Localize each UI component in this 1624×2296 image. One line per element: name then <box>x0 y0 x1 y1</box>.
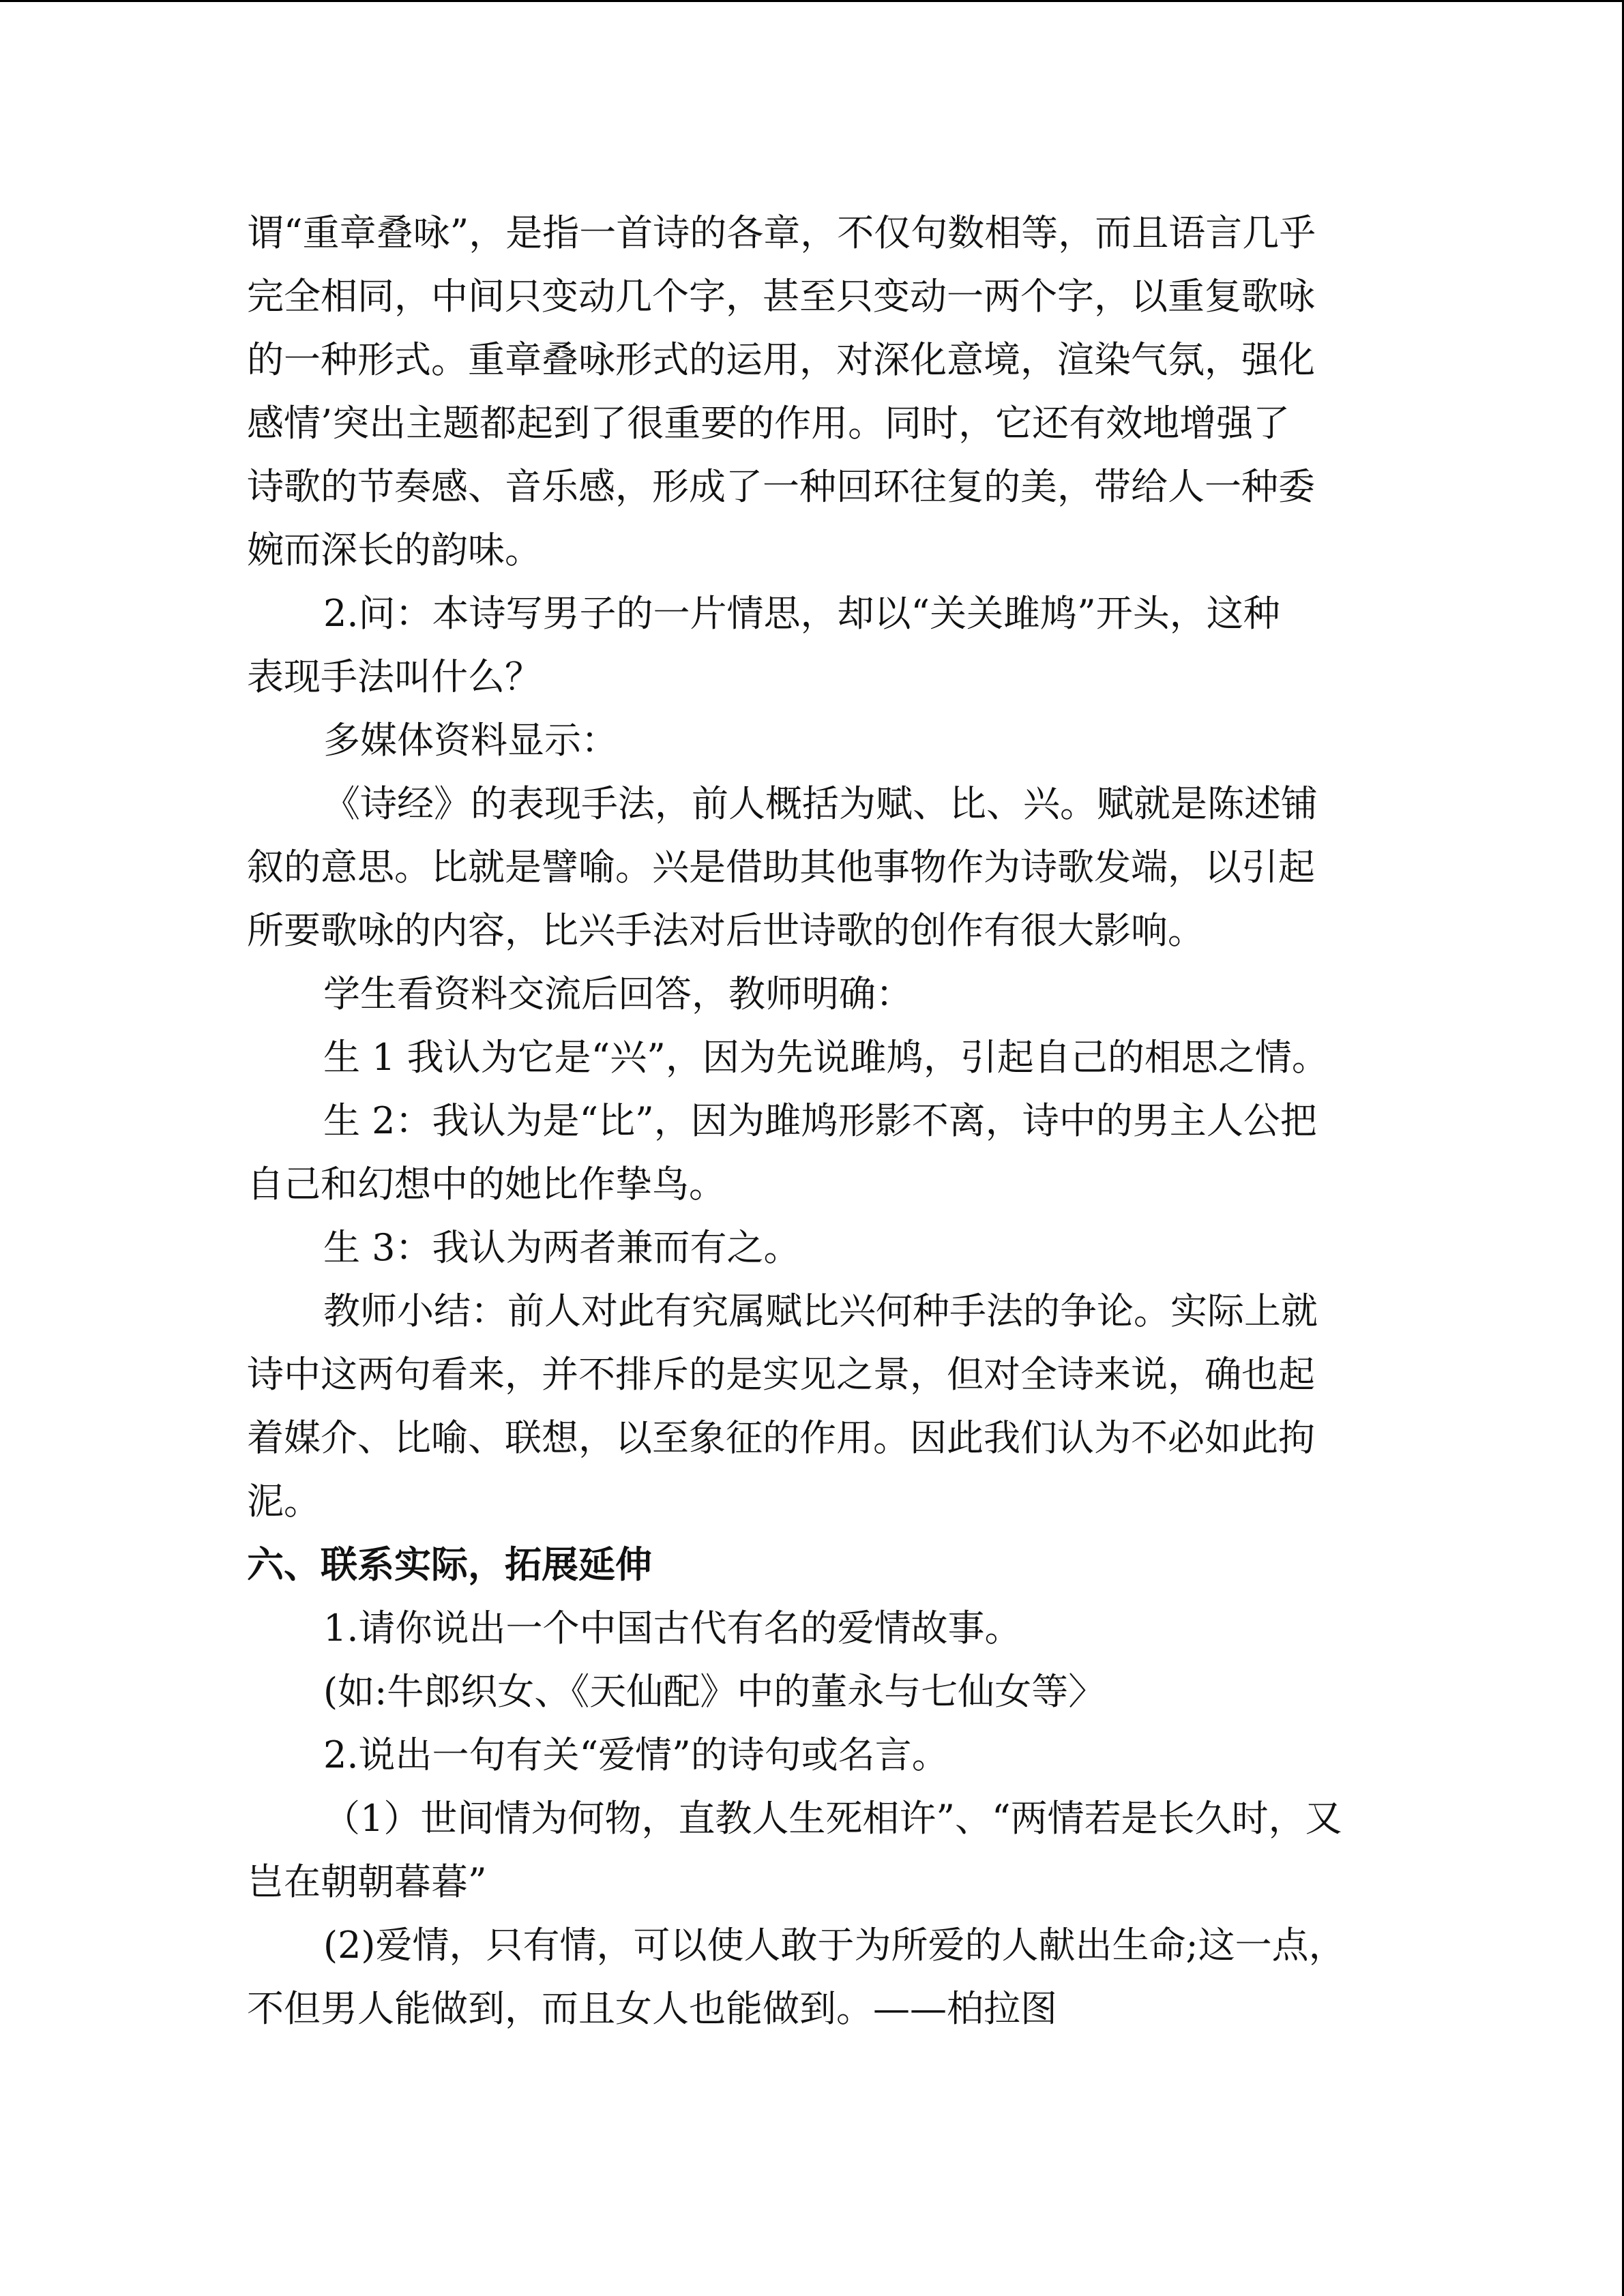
text-line: 完全相同，中间只变动几个字，甚至只变动一两个字，以重复歌咏 <box>247 275 1315 318</box>
text-line: 泥。 <box>247 1480 321 1523</box>
text-line: 生 2：我认为是“比”，因为雎鸠形影不离，诗中的男主人公把 <box>323 1099 1317 1142</box>
text-line: （1）世间情为何物，直教人生死相许”、“两情若是长久时，又 <box>323 1797 1342 1840</box>
text-line: 学生看资料交流后回答，教师明确： <box>323 972 913 1015</box>
text-line: 生 1 我认为它是“兴”，因为先说雎鸠，引起自己的相思之情。 <box>323 1036 1329 1079</box>
document-body <box>247 201 1372 2040</box>
text-line: 2.问：本诗写男子的一片情思，却以“关关雎鸠”开头，这种 <box>323 592 1280 635</box>
text-line: 教师小结：前人对此有究属赋比兴何种手法的争论。实际上就 <box>323 1289 1318 1332</box>
text-line: 《诗经》的表现手法，前人概括为赋、比、兴。赋就是陈述铺 <box>323 782 1318 825</box>
text-line: (2)爱情，只有情，可以使人敢于为所爱的人献出生命;这一点， <box>323 1924 1346 1967</box>
text-line: 1.请你说出一个中国古代有名的爱情故事。 <box>323 1607 1022 1650</box>
text-line: 婉而深长的韵味。 <box>247 528 542 571</box>
text-line: 表现手法叫什么？ <box>247 655 542 698</box>
text-line: 着媒介、比喻、联想，以至象征的作用。因此我们认为不必如此拘 <box>247 1416 1315 1459</box>
section-heading: 六、联系实际，拓展延伸 <box>247 1543 652 1586</box>
text-line: 所要歌咏的内容，比兴手法对后世诗歌的创作有很大影响。 <box>247 909 1205 952</box>
text-line: 诗歌的节奏感、音乐感，形成了一种回环往复的美，带给人一种委 <box>247 465 1315 508</box>
text-line: 多媒体资料显示： <box>323 719 618 762</box>
text-line: 感情’突出主题都起到了很重要的作用。同时，它还有效地增强了 <box>247 402 1290 445</box>
text-line: 的一种形式。重章叠咏形式的运用，对深化意境，渲染气氛，强化 <box>247 338 1315 381</box>
text-line: 生 3：我认为两者兼而有之。 <box>323 1226 801 1269</box>
text-line: 2.说出一句有关“爱情”的诗句或名言。 <box>323 1733 949 1776</box>
text-line: 叙的意思。比就是譬喻。兴是借助其他事物作为诗歌发端，以引起 <box>247 846 1315 889</box>
text-line: 诗中这两句看来，并不排斥的是实见之景，但对全诗来说，确也起 <box>247 1353 1315 1396</box>
text-line: 不但男人能做到，而且女人也能做到。——柏拉图 <box>247 1987 1057 2030</box>
text-line: 谓“重章叠咏”，是指一首诗的各章，不仅句数相等，而且语言几乎 <box>247 211 1316 254</box>
text-line: 岂在朝朝暮暮” <box>247 1860 487 1903</box>
text-line: (如:牛郎织女、《天仙配》中的董永与七仙女等〉 <box>323 1670 1106 1713</box>
text-line: 自己和幻想中的她比作挚鸟。 <box>247 1163 726 1206</box>
